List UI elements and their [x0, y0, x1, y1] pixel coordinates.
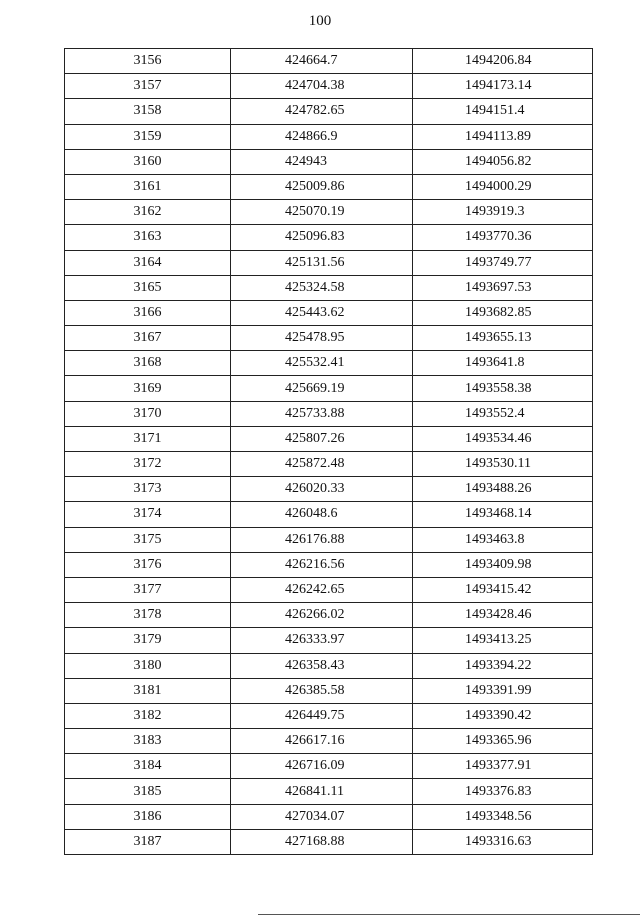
table-row — [65, 829, 593, 854]
y-coordinate-cell: 1493655.13 — [413, 326, 593, 351]
x-coordinate-cell: 427034.07 — [231, 804, 413, 829]
point-number-cell: 3178 — [65, 603, 231, 628]
y-coordinate-cell: 1493377.91 — [413, 754, 593, 779]
x-coordinate-cell: 426358.43 — [231, 653, 413, 678]
x-coordinate-cell: 426176.88 — [231, 527, 413, 552]
x-coordinate-cell: 425669.19 — [231, 376, 413, 401]
y-coordinate-cell: 1493391.99 — [413, 678, 593, 703]
x-coordinate-cell: 425733.88 — [231, 401, 413, 426]
x-coordinate-cell: 426716.09 — [231, 754, 413, 779]
y-coordinate-cell: 1493534.46 — [413, 426, 593, 451]
y-coordinate-cell: 1493390.42 — [413, 703, 593, 728]
x-coordinate-cell: 425096.83 — [231, 225, 413, 250]
x-coordinate-cell: 425131.56 — [231, 250, 413, 275]
x-coordinate-cell: 424664.7 — [231, 49, 413, 74]
x-coordinate-cell: 424782.65 — [231, 99, 413, 124]
point-number-cell: 3157 — [65, 74, 231, 99]
table-row — [65, 200, 593, 225]
x-coordinate-cell: 425478.95 — [231, 326, 413, 351]
x-coordinate-cell: 426020.33 — [231, 477, 413, 502]
point-number-cell: 3164 — [65, 250, 231, 275]
x-coordinate-cell: 426216.56 — [231, 552, 413, 577]
x-coordinate-cell: 425070.19 — [231, 200, 413, 225]
table-row — [65, 754, 593, 779]
x-coordinate-cell: 425872.48 — [231, 452, 413, 477]
point-number-cell: 3180 — [65, 653, 231, 678]
point-number-cell: 3162 — [65, 200, 231, 225]
point-number-cell: 3187 — [65, 829, 231, 854]
coordinate-table-body — [65, 49, 593, 855]
x-coordinate-cell: 425532.41 — [231, 351, 413, 376]
point-number-cell: 3183 — [65, 729, 231, 754]
x-coordinate-cell: 424866.9 — [231, 124, 413, 149]
x-coordinate-cell: 426385.58 — [231, 678, 413, 703]
x-coordinate-cell: 425324.58 — [231, 275, 413, 300]
table-row — [65, 426, 593, 451]
y-coordinate-cell: 1493316.63 — [413, 829, 593, 854]
table-row — [65, 300, 593, 325]
table-row — [65, 326, 593, 351]
x-coordinate-cell: 424943 — [231, 149, 413, 174]
coordinate-table — [64, 48, 593, 855]
table-row — [65, 729, 593, 754]
table-row — [65, 351, 593, 376]
y-coordinate-cell: 1494113.89 — [413, 124, 593, 149]
table-row — [65, 804, 593, 829]
point-number-cell: 3158 — [65, 99, 231, 124]
y-coordinate-cell: 1493530.11 — [413, 452, 593, 477]
bottom-rule — [258, 914, 640, 915]
table-row — [65, 527, 593, 552]
point-number-cell: 3166 — [65, 300, 231, 325]
point-number-cell: 3185 — [65, 779, 231, 804]
point-number-cell: 3168 — [65, 351, 231, 376]
table-row — [65, 401, 593, 426]
y-coordinate-cell: 1494000.29 — [413, 174, 593, 199]
table-row — [65, 376, 593, 401]
y-coordinate-cell: 1493749.77 — [413, 250, 593, 275]
table-row — [65, 603, 593, 628]
x-coordinate-cell: 425009.86 — [231, 174, 413, 199]
point-number-cell: 3171 — [65, 426, 231, 451]
table-row — [65, 653, 593, 678]
x-coordinate-cell: 426048.6 — [231, 502, 413, 527]
table-row — [65, 225, 593, 250]
point-number-cell: 3165 — [65, 275, 231, 300]
x-coordinate-cell: 425807.26 — [231, 426, 413, 451]
y-coordinate-cell: 1493641.8 — [413, 351, 593, 376]
point-number-cell: 3174 — [65, 502, 231, 527]
point-number-cell: 3186 — [65, 804, 231, 829]
x-coordinate-cell: 426449.75 — [231, 703, 413, 728]
y-coordinate-cell: 1493463.8 — [413, 527, 593, 552]
table-row — [65, 99, 593, 124]
y-coordinate-cell: 1493697.53 — [413, 275, 593, 300]
y-coordinate-cell: 1494151.4 — [413, 99, 593, 124]
y-coordinate-cell: 1493415.42 — [413, 577, 593, 602]
y-coordinate-cell: 1493919.3 — [413, 200, 593, 225]
y-coordinate-cell: 1493409.98 — [413, 552, 593, 577]
x-coordinate-cell: 426266.02 — [231, 603, 413, 628]
point-number-cell: 3182 — [65, 703, 231, 728]
point-number-cell: 3156 — [65, 49, 231, 74]
table-row — [65, 250, 593, 275]
point-number-cell: 3177 — [65, 577, 231, 602]
y-coordinate-cell: 1493376.83 — [413, 779, 593, 804]
point-number-cell: 3163 — [65, 225, 231, 250]
point-number-cell: 3170 — [65, 401, 231, 426]
x-coordinate-cell: 424704.38 — [231, 74, 413, 99]
point-number-cell: 3160 — [65, 149, 231, 174]
point-number-cell: 3184 — [65, 754, 231, 779]
table-row — [65, 174, 593, 199]
x-coordinate-cell: 426841.11 — [231, 779, 413, 804]
x-coordinate-cell: 426242.65 — [231, 577, 413, 602]
table-row — [65, 477, 593, 502]
point-number-cell: 3161 — [65, 174, 231, 199]
table-row — [65, 49, 593, 74]
point-number-cell: 3181 — [65, 678, 231, 703]
y-coordinate-cell: 1494206.84 — [413, 49, 593, 74]
table-row — [65, 452, 593, 477]
y-coordinate-cell: 1493394.22 — [413, 653, 593, 678]
point-number-cell: 3159 — [65, 124, 231, 149]
table-row — [65, 124, 593, 149]
y-coordinate-cell: 1493682.85 — [413, 300, 593, 325]
page-number: 100 — [308, 13, 332, 29]
table-row — [65, 275, 593, 300]
point-number-cell: 3173 — [65, 477, 231, 502]
y-coordinate-cell: 1493428.46 — [413, 603, 593, 628]
y-coordinate-cell: 1493488.26 — [413, 477, 593, 502]
point-number-cell: 3175 — [65, 527, 231, 552]
y-coordinate-cell: 1493558.38 — [413, 376, 593, 401]
x-coordinate-cell: 425443.62 — [231, 300, 413, 325]
table-row — [65, 703, 593, 728]
point-number-cell: 3176 — [65, 552, 231, 577]
table-row — [65, 678, 593, 703]
y-coordinate-cell: 1493348.56 — [413, 804, 593, 829]
y-coordinate-cell: 1493770.36 — [413, 225, 593, 250]
y-coordinate-cell: 1493468.14 — [413, 502, 593, 527]
table-row — [65, 149, 593, 174]
table-row — [65, 502, 593, 527]
point-number-cell: 3169 — [65, 376, 231, 401]
x-coordinate-cell: 427168.88 — [231, 829, 413, 854]
point-number-cell: 3179 — [65, 628, 231, 653]
table-row — [65, 74, 593, 99]
point-number-cell: 3167 — [65, 326, 231, 351]
table-row — [65, 552, 593, 577]
table-row — [65, 577, 593, 602]
x-coordinate-cell: 426617.16 — [231, 729, 413, 754]
y-coordinate-cell: 1493413.25 — [413, 628, 593, 653]
y-coordinate-cell: 1493365.96 — [413, 729, 593, 754]
y-coordinate-cell: 1493552.4 — [413, 401, 593, 426]
table-row — [65, 628, 593, 653]
y-coordinate-cell: 1494173.14 — [413, 74, 593, 99]
y-coordinate-cell: 1494056.82 — [413, 149, 593, 174]
table-row — [65, 779, 593, 804]
x-coordinate-cell: 426333.97 — [231, 628, 413, 653]
point-number-cell: 3172 — [65, 452, 231, 477]
